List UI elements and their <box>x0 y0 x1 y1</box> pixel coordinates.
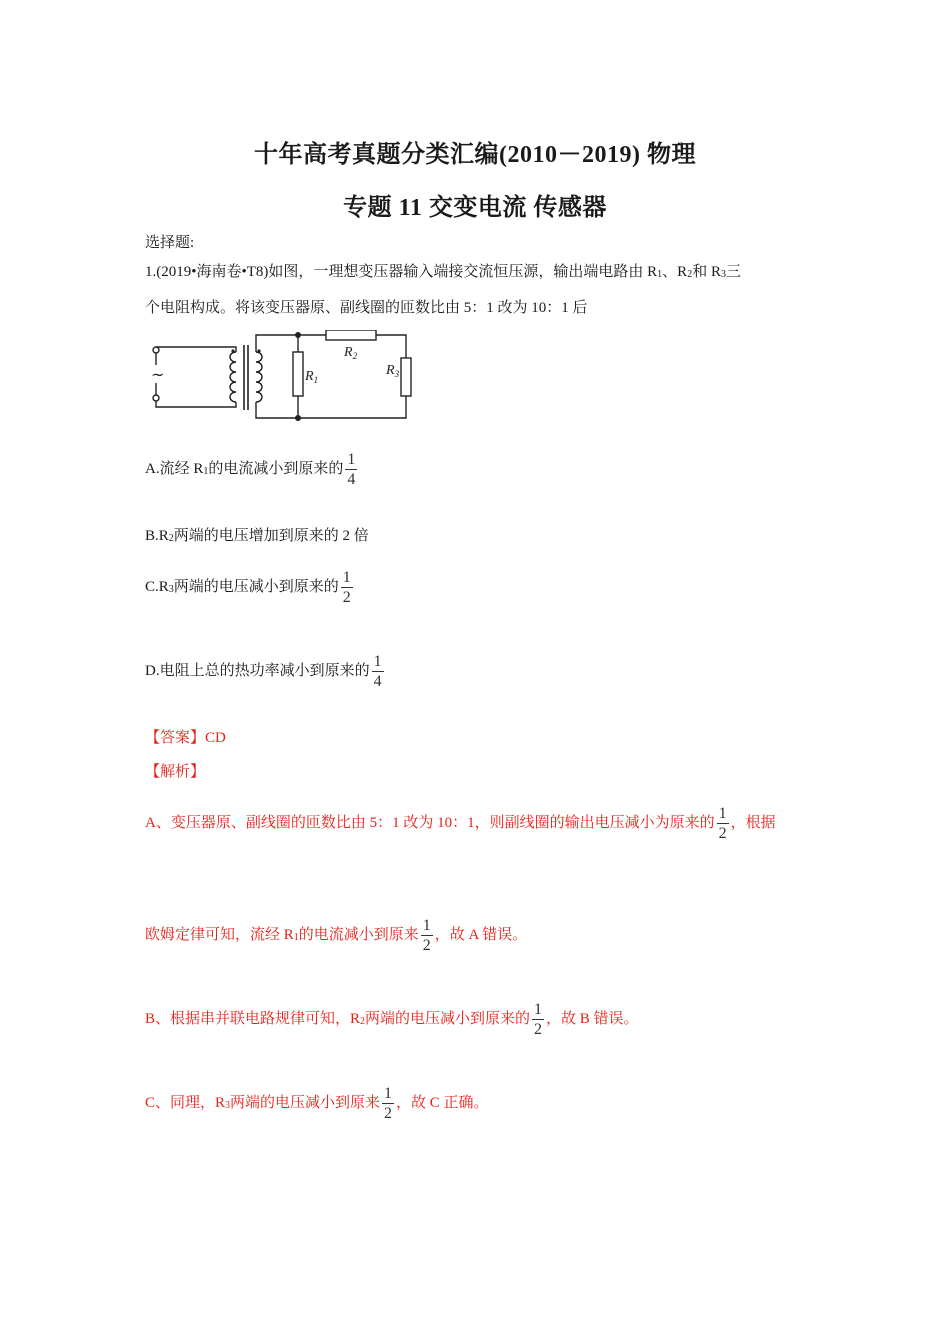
question-text: 和 R <box>692 264 721 280</box>
option-c <box>145 568 355 607</box>
option-text: C.R <box>145 578 169 595</box>
resistor-r1 <box>293 352 303 396</box>
analysis-text: A、变压器原、副线圈的匝数比由 5：1 改为 10：1，则副线圈的输出电压减小为原来的 <box>145 814 715 831</box>
r1-label: $R_1$ <box>305 369 319 385</box>
subscript: 3 <box>225 1099 231 1111</box>
analysis-text: 的电流减小到原来 <box>298 926 419 943</box>
analysis-text: ，故 C 正确。 <box>396 1094 489 1111</box>
analysis-text: ，根据 <box>730 814 776 831</box>
option-b <box>145 524 369 545</box>
subscript: 2 <box>687 269 693 280</box>
subscript: 2 <box>168 533 174 544</box>
subscript: 3 <box>168 583 174 595</box>
analysis-text: 两端的电压减小到原来的 <box>365 1010 531 1027</box>
transformer-circuit-diagram <box>140 330 430 430</box>
fraction: $\frac{1}{2}$ <box>342 569 351 606</box>
analysis-b <box>145 1000 639 1039</box>
fraction: $\frac{1}{4}$ <box>347 451 356 488</box>
option-text: B.R <box>145 528 169 544</box>
source-terminal-bottom <box>153 395 159 401</box>
analysis-a-line1 <box>145 804 776 843</box>
analysis-text: ，故 A 错误。 <box>434 926 528 943</box>
subscript: 1 <box>657 269 663 280</box>
subscript: 1 <box>203 465 209 477</box>
analysis-label: 【解析】 <box>145 764 206 780</box>
fraction: $\frac{1}{2}$ <box>384 1085 393 1122</box>
analysis-c <box>145 1084 489 1123</box>
subscript: 1 <box>293 931 299 943</box>
r2-label: $R_2$ <box>344 345 358 361</box>
answer-line: 【答案】CD <box>145 730 226 746</box>
secondary-coil <box>256 352 262 402</box>
document-title: 十年高考真题分类汇编(2010－2019) 物理 <box>254 142 696 168</box>
subscript: 2 <box>360 1015 366 1027</box>
option-d <box>145 652 386 691</box>
option-text: A.流经 R <box>145 460 204 477</box>
question-text: 、R <box>662 264 688 280</box>
fraction: $\frac{1}{4}$ <box>373 653 382 690</box>
option-text: 的电流减小到原来的 <box>208 460 344 477</box>
source-terminal-top <box>153 347 159 353</box>
option-text: 两端的电压减小到原来的 <box>173 578 339 595</box>
junction-dot-bottom <box>295 415 301 421</box>
question-text: 三 <box>725 264 741 280</box>
analysis-text: C、同理，R <box>145 1094 226 1111</box>
option-text: D.电阻上总的热功率减小到原来的 <box>145 662 370 679</box>
topic-title: 专题 11 交变电流 传感器 <box>343 195 607 221</box>
r3-label: $R_3$ <box>386 363 400 379</box>
analysis-text: 两端的电压减小到原来 <box>230 1094 381 1111</box>
analysis-text: 欧姆定律可知，流经 R <box>145 926 294 943</box>
fraction: $\frac{1}{2}$ <box>718 805 727 842</box>
subscript: 3 <box>720 269 726 280</box>
fraction: $\frac{1}{2}$ <box>422 917 431 954</box>
question-stem-line2: 个电阻构成。将该变压器原、副线圈的匝数比由 5：1 改为 10：1 后 <box>145 300 588 316</box>
resistor-r3 <box>401 358 411 396</box>
fraction: $\frac{1}{2}$ <box>534 1001 543 1038</box>
analysis-text: ，故 B 错误。 <box>546 1010 639 1027</box>
primary-coil <box>230 352 236 402</box>
question-text: 1.(2019•海南卷•T8)如图，一理想变压器输入端接交流恒压源，输出端电路由 R <box>145 264 658 280</box>
question-stem-line1 <box>145 260 741 281</box>
ac-source-symbol: ~ <box>151 365 165 384</box>
option-a <box>145 450 359 489</box>
analysis-text: B、根据串并联电路规律可知，R <box>145 1010 361 1027</box>
analysis-a-line2 <box>145 916 527 955</box>
option-text: 两端的电压增加到原来的 2 倍 <box>173 528 369 544</box>
section-label: 选择题: <box>145 235 195 251</box>
junction-dot-top <box>295 332 301 338</box>
resistor-r2 <box>326 330 376 340</box>
